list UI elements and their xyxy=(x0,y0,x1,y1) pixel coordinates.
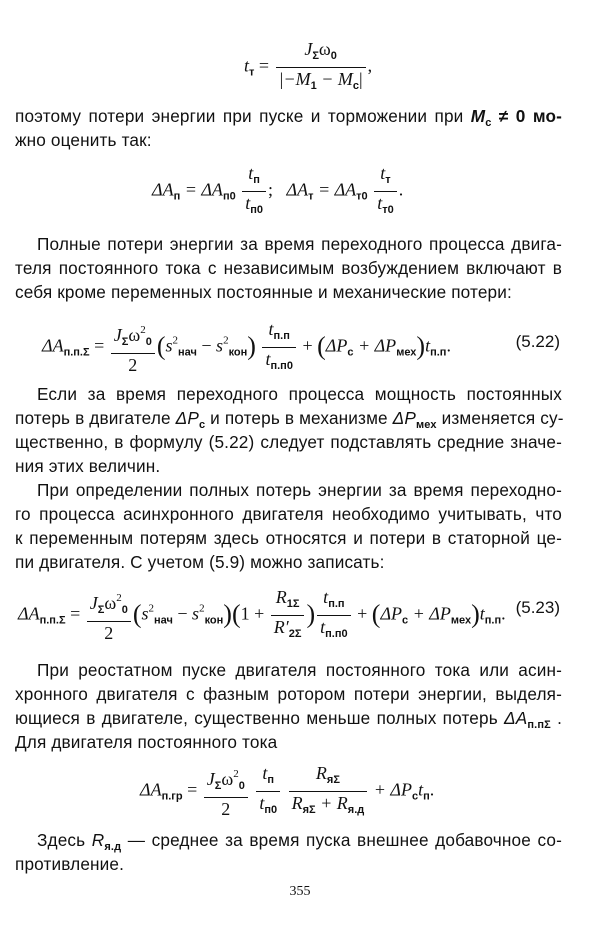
symbol: − M xyxy=(316,69,353,89)
text-line xyxy=(37,382,562,406)
punct: . xyxy=(501,603,506,624)
text: и потерь в механизме xyxy=(205,408,393,428)
denominator xyxy=(317,616,350,645)
text: При реостатном пуске двигателя постоянного тока или асин- xyxy=(37,660,562,680)
subscript: п xyxy=(267,774,275,786)
subscript: т xyxy=(308,190,314,203)
subscript: 0 xyxy=(121,604,128,616)
text: го процесса асинхронного двигателя необходимо учитывать, что xyxy=(15,504,562,524)
numerator xyxy=(256,762,280,792)
text: изменяется су- xyxy=(436,408,564,428)
symbol: R′ xyxy=(273,617,289,637)
symbol: t xyxy=(380,163,386,183)
subscript: п.п0 xyxy=(270,360,293,372)
text: — среднее за время пуска внешнее добавочное со- xyxy=(121,830,562,850)
subscript: Σ xyxy=(312,50,319,62)
text: теля постоянного тока с независимым возбуждением включают в xyxy=(15,258,562,278)
text: поэтому потери энергии при пуске и торможении при xyxy=(15,106,471,126)
symbol: t xyxy=(265,349,271,369)
symbol: J xyxy=(89,593,98,613)
symbol: + ΔP xyxy=(353,335,397,356)
formula-5-23 xyxy=(18,586,506,645)
text-line xyxy=(37,478,562,502)
text-line xyxy=(15,852,562,876)
subscript: c xyxy=(485,117,492,129)
symbol: t xyxy=(262,763,268,783)
subscript: п.п xyxy=(328,598,345,610)
text: . xyxy=(550,708,562,728)
superscript: 2 xyxy=(140,324,146,336)
denominator: 2 xyxy=(128,355,138,375)
symbol: | xyxy=(359,69,363,89)
denominator xyxy=(256,792,280,821)
symbol: ΔP xyxy=(392,408,416,428)
denominator xyxy=(242,192,266,221)
page-number: 355 xyxy=(289,884,311,899)
paren: ( xyxy=(317,331,326,361)
denominator: 2 xyxy=(104,623,114,643)
text-line xyxy=(15,682,562,706)
symbol: + R xyxy=(315,793,348,813)
symbol: s xyxy=(192,603,200,624)
symbol: t xyxy=(323,587,329,607)
formula-braking-time xyxy=(244,38,372,97)
numerator xyxy=(87,587,131,622)
punct: . xyxy=(446,335,451,356)
subscript: мех xyxy=(415,419,437,431)
subscript: п0 xyxy=(264,804,278,816)
subscript: п0 xyxy=(222,190,236,203)
symbol: t xyxy=(248,163,254,183)
text: ющиеся в двигателе, существенно меньше полных потерь xyxy=(15,708,505,728)
paren: ( xyxy=(371,599,381,629)
text: Здесь xyxy=(37,830,92,850)
symbol: s xyxy=(141,603,149,624)
subscript: т xyxy=(385,174,391,186)
symbol: R xyxy=(275,587,287,607)
text-line xyxy=(37,658,562,682)
subscript: c xyxy=(198,419,206,431)
symbol: ΔA xyxy=(18,603,40,624)
fraction xyxy=(111,319,155,376)
superscript: 2 xyxy=(116,592,122,604)
subscript: c xyxy=(352,80,360,92)
symbol: J xyxy=(304,39,313,59)
denominator xyxy=(289,792,368,821)
numerator xyxy=(271,586,305,616)
text-line xyxy=(15,280,562,304)
symbol: ΔP xyxy=(380,603,402,624)
subscript: 0 xyxy=(238,780,245,792)
punct: . xyxy=(398,179,404,200)
subscript: п.гр xyxy=(161,790,183,803)
numerator xyxy=(204,763,248,798)
symbol: t xyxy=(259,793,265,813)
subscript: кон xyxy=(204,614,224,627)
subscript: Σ xyxy=(97,604,105,616)
subscript: c xyxy=(347,346,354,359)
subscript: п.п xyxy=(430,346,447,359)
subscript: c xyxy=(411,790,419,803)
symbol: ΔA xyxy=(286,179,309,200)
symbol: ΔA xyxy=(140,779,162,800)
text-line xyxy=(15,128,562,152)
numerator xyxy=(276,38,366,68)
text: Полные потери энергии за время переходного процесса двига- xyxy=(37,234,562,254)
numerator xyxy=(317,586,350,616)
symbol: t xyxy=(479,603,485,624)
subscript: нач xyxy=(178,346,197,359)
subscript: 2Σ xyxy=(288,628,302,640)
symbol: J xyxy=(206,769,215,789)
symbol: ω xyxy=(128,325,141,345)
operator: + xyxy=(297,335,318,356)
symbol: J xyxy=(113,325,122,345)
text-line xyxy=(15,502,562,526)
symbol: ΔP xyxy=(175,408,199,428)
subscript: нач xyxy=(154,614,173,627)
text: пи двигателя. С учетом (5.9) можно записать: xyxy=(15,552,385,572)
numerator xyxy=(242,162,266,192)
text: Если за время переходного процесса мощность постоянных xyxy=(37,384,562,404)
symbol: t xyxy=(245,193,251,213)
symbol: = ΔA xyxy=(180,179,223,200)
operator: − xyxy=(196,335,217,356)
text: потерь в двигателе xyxy=(15,408,176,428)
fraction xyxy=(242,162,266,221)
numerator xyxy=(289,762,368,792)
subscript: п.п.Σ xyxy=(39,614,66,627)
subscript: п xyxy=(423,790,430,803)
superscript: 2 xyxy=(199,602,205,615)
numerator xyxy=(374,162,397,192)
text: противление. xyxy=(15,854,125,874)
formula-5-22 xyxy=(42,318,451,377)
paren: ( xyxy=(132,599,142,629)
subscript: т0 xyxy=(382,204,394,216)
subscript: п.п xyxy=(484,614,502,627)
operator: 1 + xyxy=(240,603,269,624)
subscript: кон xyxy=(228,346,248,359)
paren: ) xyxy=(306,599,316,629)
subscript: я.д xyxy=(347,804,365,816)
superscript: 2 xyxy=(172,334,179,347)
superscript: 2 xyxy=(223,334,229,347)
subscript: 1Σ xyxy=(286,598,300,610)
symbol: ΔA xyxy=(42,335,64,356)
equals: = xyxy=(258,55,270,76)
symbol: t xyxy=(425,335,431,356)
fraction xyxy=(374,162,397,221)
text-line xyxy=(37,232,562,256)
symbol: ω xyxy=(221,769,234,789)
text-line xyxy=(15,454,562,478)
text-line xyxy=(15,526,562,550)
text: ≠ 0 мо- xyxy=(491,106,562,126)
denominator xyxy=(262,348,295,377)
subscript: мех xyxy=(450,614,472,627)
fraction xyxy=(271,586,305,645)
superscript: 2 xyxy=(148,602,155,615)
symbol: t xyxy=(377,193,383,213)
equation-number: (5.23) xyxy=(515,598,560,617)
symbol: + ΔP xyxy=(408,603,451,624)
paren: ( xyxy=(156,331,166,361)
text: к переменным потерям здесь относятся и потери в статорной це- xyxy=(15,528,562,548)
symbol: s xyxy=(165,335,173,356)
paren: ) xyxy=(471,599,480,629)
text-line xyxy=(15,430,562,454)
denominator xyxy=(374,192,397,221)
paren: ) xyxy=(223,599,232,629)
paren: ) xyxy=(247,331,256,361)
text: жно оценить так: xyxy=(15,130,152,150)
subscript: п.п xyxy=(273,330,290,342)
fraction xyxy=(289,762,368,821)
denominator: 2 xyxy=(221,799,231,819)
denominator xyxy=(276,68,366,97)
text-line xyxy=(15,256,562,280)
paren: ( xyxy=(231,599,241,629)
fraction xyxy=(276,38,366,97)
subscript: я.д xyxy=(104,841,122,853)
text: ния этих величин. xyxy=(15,456,161,476)
subscript: Σ xyxy=(214,780,222,792)
symbol: ΔA xyxy=(152,179,174,200)
subscript: п.пΣ xyxy=(527,719,551,731)
subscript: п0 xyxy=(250,204,263,216)
equals: = xyxy=(182,779,202,800)
fraction xyxy=(204,763,248,820)
subscript: 0 xyxy=(330,50,337,62)
fraction xyxy=(87,587,131,644)
text: хронного двигателя с фазным ротором потери энергии, выделя- xyxy=(15,684,562,704)
equation-number: (5.22) xyxy=(515,332,560,351)
symbol: t xyxy=(320,617,326,637)
fraction xyxy=(262,318,295,377)
subscript: 0 xyxy=(145,336,152,348)
fraction xyxy=(256,762,280,821)
text: щественно, в формулу (5.22) следует подставлять средние значе- xyxy=(15,432,562,452)
symbol: t xyxy=(268,319,274,339)
paren: ) xyxy=(416,331,426,361)
numerator xyxy=(111,319,155,354)
subscript: яΣ xyxy=(302,804,316,816)
symbol: + ΔP xyxy=(369,779,412,800)
equals: = xyxy=(65,603,85,624)
symbol: ω xyxy=(104,593,117,613)
operator: + xyxy=(352,603,372,624)
subscript: Σ xyxy=(121,336,129,348)
text: Для двигателя постоянного тока xyxy=(15,732,278,752)
subscript: п xyxy=(253,174,260,186)
symbol: R xyxy=(315,763,327,783)
symbol: t xyxy=(244,55,250,76)
subscript: п xyxy=(173,190,181,203)
symbol: ω xyxy=(318,39,331,59)
text: При определении полных потерь энергии за время переходно- xyxy=(37,480,562,500)
symbol: M xyxy=(470,106,486,126)
superscript: 2 xyxy=(233,768,239,780)
subscript: п.п.Σ xyxy=(63,346,90,359)
punct: ; xyxy=(267,179,273,200)
subscript: т xyxy=(249,66,255,79)
symbol: ΔP xyxy=(325,335,348,356)
symbol: t xyxy=(418,779,424,800)
punct: . xyxy=(429,779,435,800)
symbol: = ΔA xyxy=(313,179,357,200)
symbol: R xyxy=(291,793,303,813)
formula-rheostat-start-losses xyxy=(140,762,434,821)
subscript: п.п0 xyxy=(325,628,348,640)
numerator xyxy=(262,318,295,348)
subscript: c xyxy=(402,614,409,627)
text: себя кроме переменных постоянные и механические потери: xyxy=(15,282,512,302)
equals: = xyxy=(89,335,109,356)
formula-start-brake-losses xyxy=(152,162,403,221)
symbol: R xyxy=(91,830,105,850)
text-line xyxy=(15,730,562,754)
symbol: |−M xyxy=(278,69,311,89)
text-line xyxy=(15,550,562,574)
subscript: яΣ xyxy=(326,774,340,786)
operator: − xyxy=(172,603,193,624)
subscript: 1 xyxy=(310,80,317,92)
symbol: s xyxy=(216,335,224,356)
denominator xyxy=(271,616,305,645)
punct: , xyxy=(367,55,373,76)
symbol: ΔA xyxy=(504,708,528,728)
subscript: т0 xyxy=(356,190,368,203)
fraction xyxy=(317,586,350,645)
subscript: мех xyxy=(396,346,417,359)
